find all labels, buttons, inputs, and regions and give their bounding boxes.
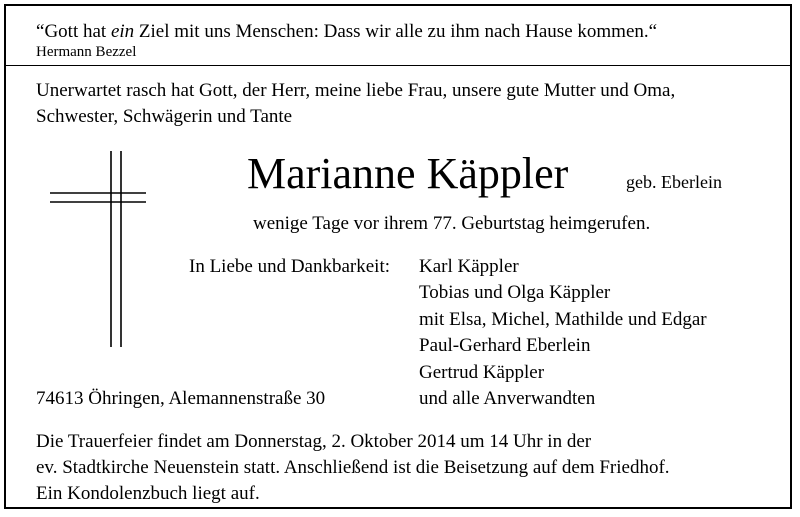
- quote-close-mark: “: [648, 21, 658, 42]
- mourner-name: und alle Anverwandten: [419, 388, 596, 409]
- deceased-name: Marianne Käppler: [247, 149, 569, 198]
- mourner-name: Gertrud Käppler: [419, 362, 545, 383]
- quote-text-start: Gott hat: [44, 21, 111, 42]
- cross-icon: [50, 151, 146, 347]
- intro-line-1: Unerwartet rasch hat Gott, der Herr, meine liebe Frau, unsere gute Mutter und Oma,: [36, 80, 676, 101]
- address: 74613 Öhringen, Alemannenstraße 30: [36, 388, 326, 409]
- funeral-line-1: Die Trauerfeier findet am Donnerstag, 2. Oktober 2014 um 14 Uhr in der: [36, 431, 592, 452]
- called-home-text: wenige Tage vor ihrem 77. Geburtstag heimgerufen.: [253, 213, 651, 234]
- funeral-line-2: ev. Stadtkirche Neuenstein statt. Anschließend ist die Beisetzung auf dem Friedhof.: [36, 457, 670, 478]
- mourners-label: In Liebe und Dankbarkeit:: [189, 256, 391, 277]
- mourner-name: Tobias und Olga Käppler: [419, 282, 611, 303]
- quote: [36, 22, 657, 41]
- divider: [6, 65, 790, 66]
- quote-author: Hermann Bezzel: [36, 44, 137, 60]
- mourner-name: Karl Käppler: [419, 256, 519, 277]
- funeral-line-3: Ein Kondolenzbuch liegt auf.: [36, 483, 260, 504]
- quote-open-mark: “: [36, 21, 45, 42]
- birth-name: geb. Eberlein: [626, 172, 722, 192]
- mourner-name: Paul-Gerhard Eberlein: [419, 335, 591, 356]
- quote-emphasis: ein: [110, 21, 135, 42]
- intro-line-2: Schwester, Schwägerin und Tante: [36, 106, 293, 127]
- obituary-notice: [4, 4, 792, 509]
- quote-text-end: Ziel mit uns Menschen: Dass wir alle zu ihm nach Hause kommen.: [134, 21, 649, 42]
- mourner-name: mit Elsa, Michel, Mathilde und Edgar: [419, 309, 707, 330]
